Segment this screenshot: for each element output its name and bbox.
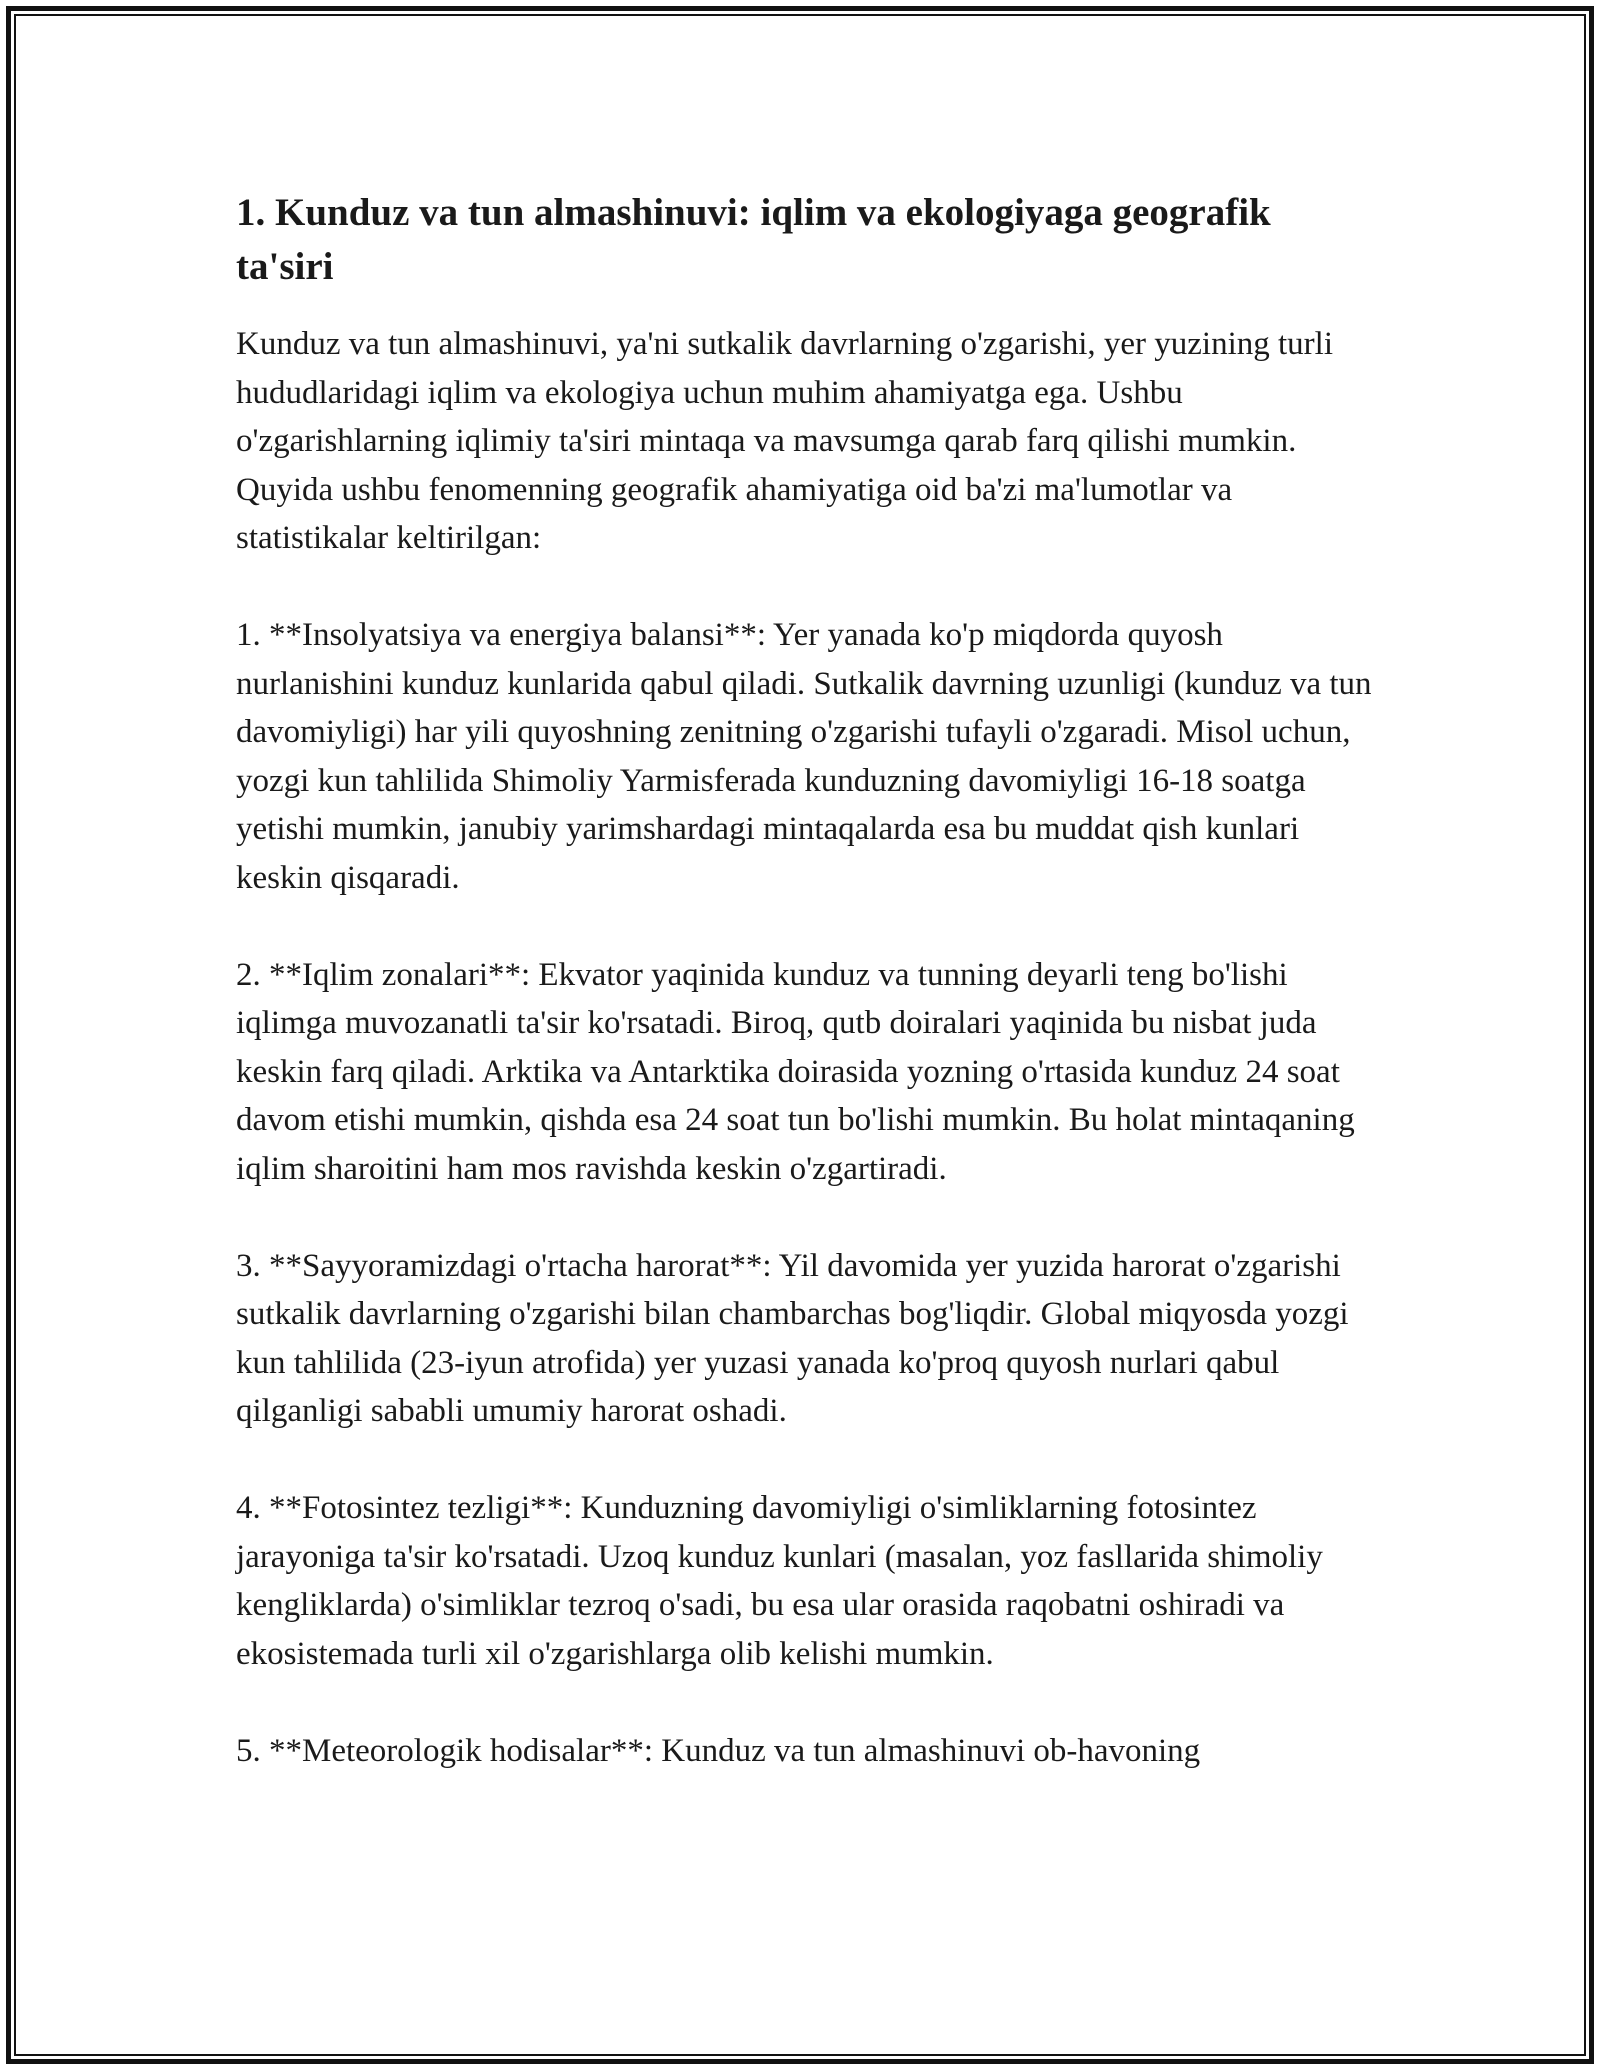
document-body [236, 186, 1376, 1824]
document-title: 1. Kunduz va tun almashinuvi: iqlim va ekologiyaga geografik ta'siri [236, 191, 1271, 288]
list-item-average-temperature: 3. **Sayyoramizdagi o'rtacha harorat**: Yil davomida yer yuzida harorat o'zgarishi sutkalik davrlarning o'zgarishi bilan chambarchas bog'liqdir. Global miqyosda yozgi kun tahlilida (23-iyun atrofida) yer yuzasi yanada ko'proq quyosh nurlari qabul qilganligi sababli umumiy harorat oshadi. [236, 1247, 1349, 1429]
list-item-photosynthesis: 4. **Fotosintez tezligi**: Kunduzning davomiyligi o'simliklarning fotosintez jarayoniga ta'sir ko'rsatadi. Uzoq kunduz kunlari (masalan, yoz fasllarida shimoliy kengliklarda) o'simliklar tezroq o'sadi, bu esa ular orasida raqobatni oshiradi va ekosistemada turli xil o'zgarishlarga olib kelishi mumkin. [236, 1490, 1323, 1672]
list-item-meteorological-events: 5. **Meteorologik hodisalar**: Kunduz va tun almashinuvi ob-havoning [236, 1732, 1201, 1769]
list-item-insolation: 1. **Insolyatsiya va energiya balansi**: Yer yanada ko'p miqdorda quyosh nurlanishini kunduz kunlarida qabul qiladi. Sutkalik davrning uzunligi (kunduz va tun davomiyligi) har yili quyoshning zenitning o'zgarishi tufayli o'zgaradi. Misol uchun, yozgi kun tahlilida Shimoliy Yarmisferada kunduzning davomiyligi 16-18 soatga yetishi mumkin, janubiy yarimshardagi mintaqalarda esa bu muddat qish kunlari keskin qisqaradi. [236, 617, 1372, 896]
intro-paragraph: Kunduz va tun almashinuvi, ya'ni sutkalik davrlarning o'zgarishi, yer yuzining turli hududlaridagi iqlim va ekologiya uchun muhim ahamiyatga ega. Ushbu o'zgarishlarning iqlimiy ta'siri mintaqa va mavsumga qarab farq qilishi mumkin. Quyida ushbu fenomenning geografik ahamiyatiga oid ba'zi ma'lumotlar va statistikalar keltirilgan: [236, 326, 1333, 556]
list-item-climate-zones: 2. **Iqlim zonalari**: Ekvator yaqinida kunduz va tunning deyarli teng bo'lishi iqlimga muvozanatli ta'sir ko'rsatadi. Biroq, qutb doiralari yaqinida bu nisbat juda keskin farq qiladi. Arktika va Antarktika doirasida yozning o'rtasida kunduz 24 soat davom etishi mumkin, qishda esa 24 soat tun bo'lishi mumkin. Bu holat mintaqaning iqlim sharoitini ham mos ravishda keskin o'zgartiradi. [236, 956, 1355, 1187]
